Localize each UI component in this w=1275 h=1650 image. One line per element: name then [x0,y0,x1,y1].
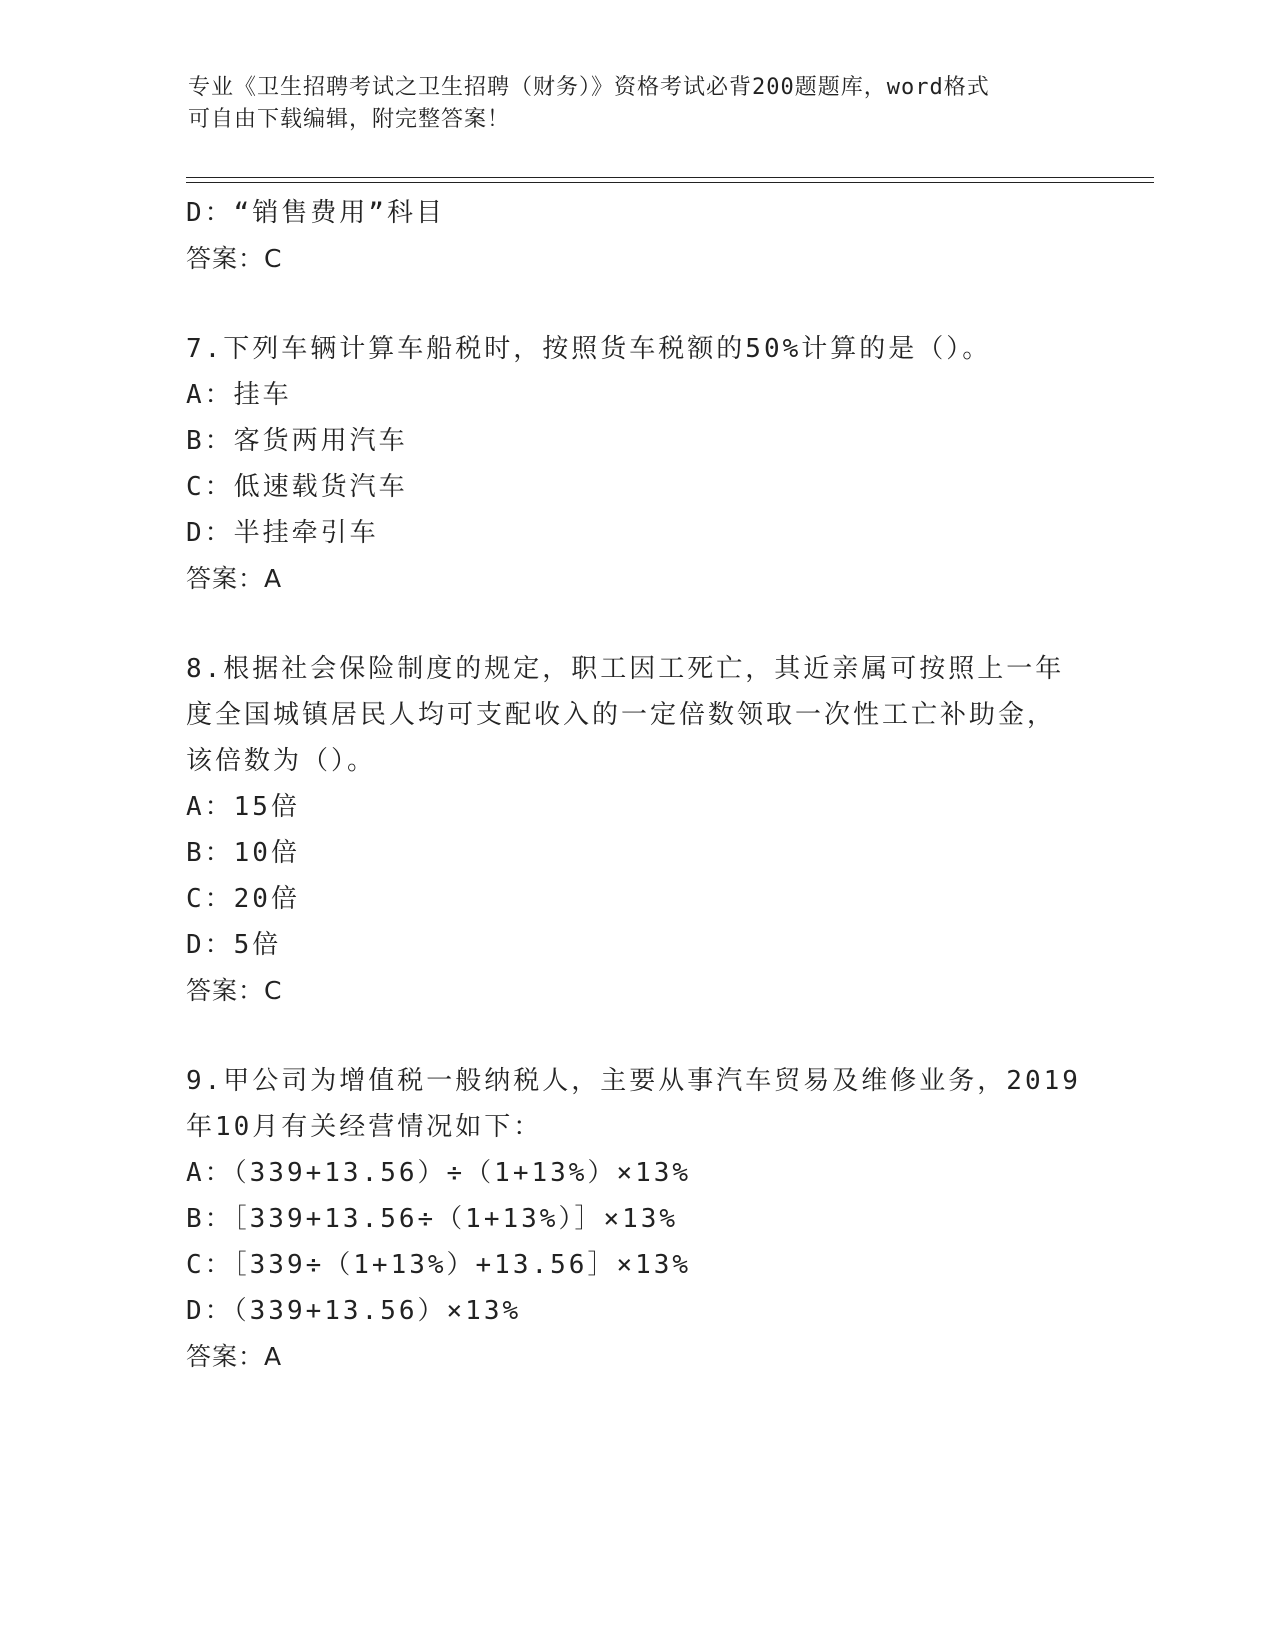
question-9-answer: 答案：A [186,1342,283,1371]
question-7-text: 7.下列车辆计算车船税时，按照货车税额的50%计算的是（）。 [186,334,992,364]
prev-answer: 答案：C [186,244,283,273]
document-header [188,72,1068,136]
spacer [186,282,1086,326]
header-line-1: 专业《卫生招聘考试之卫生招聘（财务）》资格考试必背200题题库，word格式 [188,75,990,100]
question-9-text-line-2: 年10月有关经营情况如下： [186,1112,543,1142]
question-7-option-a: A：挂车 [186,380,292,410]
question-8-text-line-2: 度全国城镇居民人均可支配收入的一定倍数领取一次性工亡补助金， [186,700,1057,730]
question-9-option-d: D：（339+13.56）×13% [186,1296,522,1326]
question-8-text-line-3: 该倍数为（）。 [186,746,377,776]
question-7-option-d: D：半挂牵引车 [186,518,379,548]
question-7-answer: 答案：A [186,564,283,593]
question-content [186,190,1086,1380]
question-9-option-c: C：［339÷（1+13%）+13.56］×13% [186,1250,692,1280]
question-8-option-b: B：10倍 [186,838,300,868]
question-8-answer: 答案：C [186,976,283,1005]
question-9-option-b: B：［339+13.56÷（1+13%）］×13% [186,1204,679,1234]
question-8-text-line-1: 8.根据社会保险制度的规定，职工因工死亡，其近亲属可按照上一年 [186,654,1065,684]
prev-option-d: D：“销售费用”科目 [186,198,445,228]
question-9-text-line-1: 9.甲公司为增值税一般纳税人，主要从事汽车贸易及维修业务，2019 [186,1066,1081,1096]
question-7-option-c: C：低速载货汽车 [186,472,408,502]
question-9-option-a: A：（339+13.56）÷（1+13%）×13% [186,1158,692,1188]
header-line-2: 可自由下载编辑，附完整答案！ [188,107,511,132]
question-8-option-d: D：5倍 [186,930,282,960]
header-divider-bottom [186,182,1154,183]
question-8-option-a: A：15倍 [186,792,300,822]
question-8-option-c: C：20倍 [186,884,300,914]
spacer [186,1014,1086,1058]
question-7-option-b: B：客货两用汽车 [186,426,408,456]
header-divider-top [186,177,1154,178]
spacer [186,602,1086,646]
